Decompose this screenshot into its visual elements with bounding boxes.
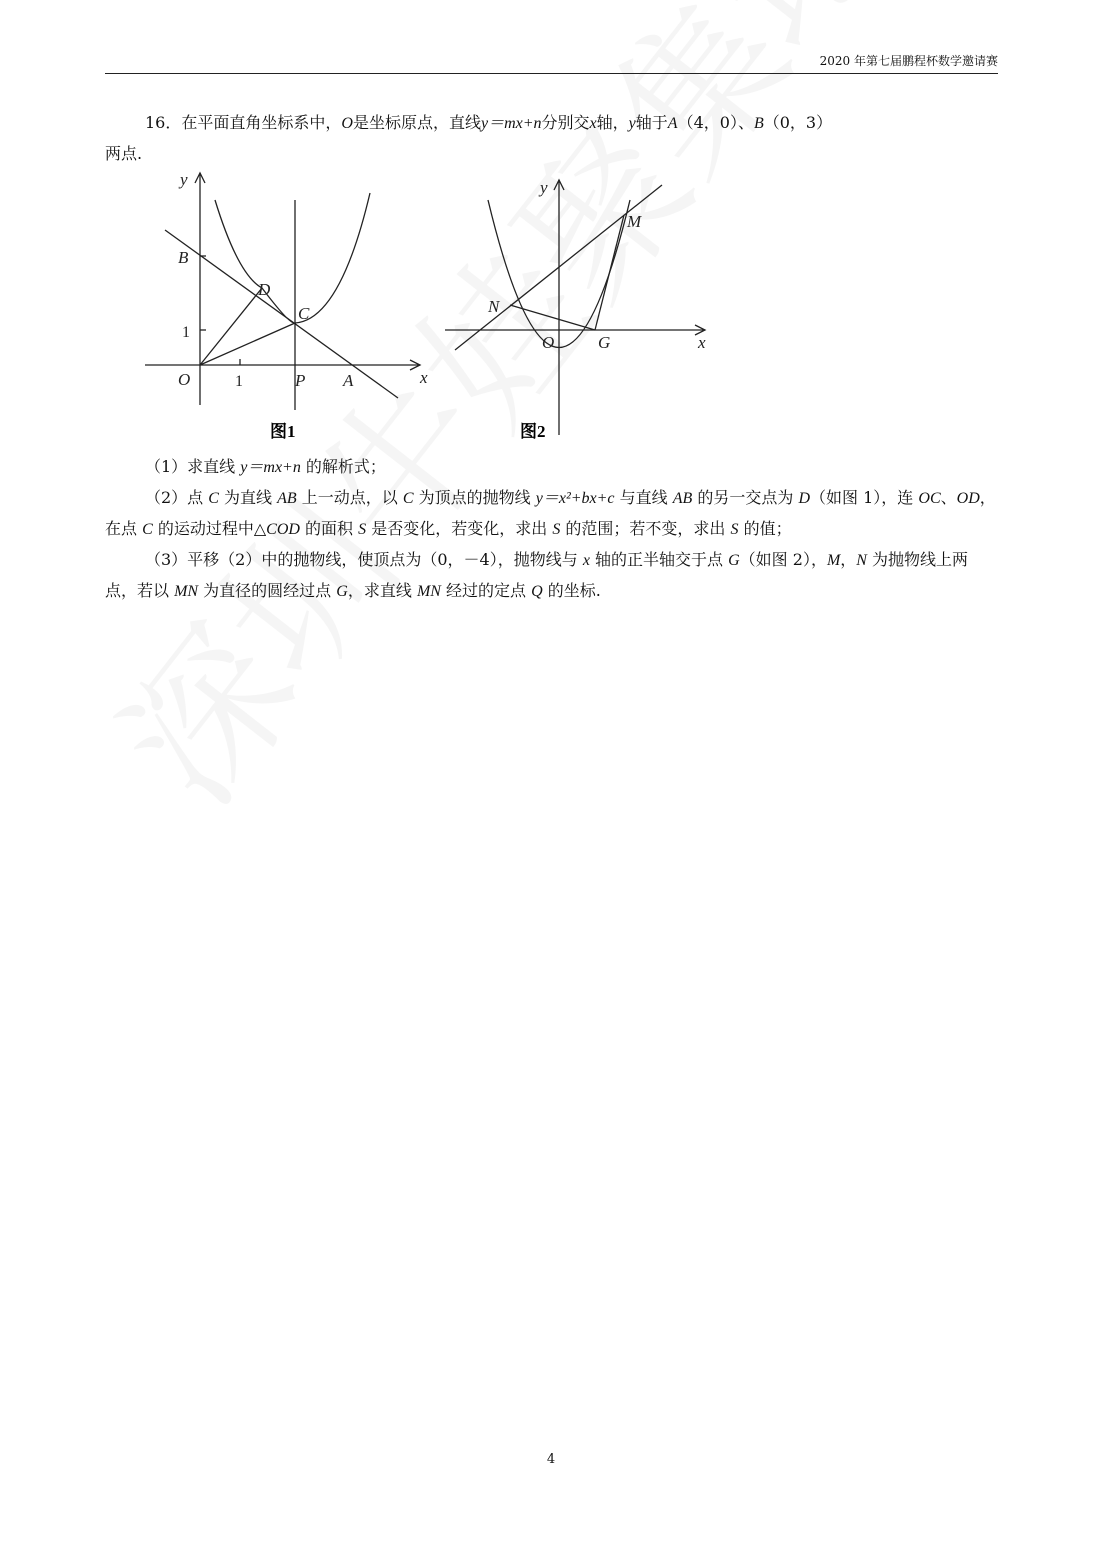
segment-OC bbox=[200, 323, 295, 365]
label-x-2: x bbox=[698, 333, 706, 352]
question-1: （1）求直线 y＝mx+n 的解析式； bbox=[145, 457, 386, 476]
label-M: M bbox=[627, 212, 642, 231]
label-G: G bbox=[598, 333, 611, 352]
figure-2-caption: 图2 bbox=[520, 422, 546, 441]
page-number: 4 bbox=[546, 1452, 556, 1467]
parabola-1 bbox=[215, 193, 370, 323]
problem-statement bbox=[105, 108, 998, 169]
label-B: B bbox=[178, 248, 189, 267]
question-2: （2）点 C 为直线 AB 上一动点，以 C 为顶点的抛物线 y＝x²+bx+c 与直线 AB 的另一交点为 D（如图 1），连 OC、OD，在点 C 的运动过程中△COD 的面积 S 是否变化，若变化，求出 S 的范围；若不变，求出 S 的值； bbox=[105, 488, 996, 538]
figures bbox=[105, 165, 998, 455]
label-A: A bbox=[343, 371, 354, 390]
questions bbox=[105, 452, 998, 607]
question-3: （3）平移（2）中的抛物线，使顶点为（0，－4），抛物线与 x 轴的正半轴交于点 G（如图 2），M，N 为抛物线上两点，若以 MN 为直径的圆经过点 G，求直线 MN 经过的定点 Q 的坐标. bbox=[105, 550, 969, 600]
label-one-y: 1 bbox=[182, 324, 190, 341]
label-O-2: O bbox=[542, 333, 555, 352]
figure-1-caption: 图1 bbox=[270, 422, 296, 441]
label-D: D bbox=[258, 280, 271, 299]
label-y: y bbox=[180, 170, 188, 189]
label-one-x: 1 bbox=[235, 373, 243, 390]
label-P: P bbox=[295, 371, 306, 390]
segment-NG bbox=[510, 305, 595, 330]
label-C: C bbox=[298, 304, 310, 323]
label-N: N bbox=[488, 297, 500, 316]
problem-text: 16．在平面直角坐标系中，O是坐标原点，直线y＝mx+n分别交x轴，y轴于A（4，0）、B（0，3） 两点. bbox=[105, 113, 833, 163]
label-O: O bbox=[178, 370, 191, 389]
label-x: x bbox=[420, 368, 428, 387]
figure-2 bbox=[440, 175, 730, 450]
label-y-2: y bbox=[540, 178, 548, 197]
header-title: 2020 年第七届鹏程杯数学邀请赛 bbox=[819, 54, 998, 68]
segment-OD bbox=[200, 288, 262, 365]
figure-1 bbox=[140, 165, 440, 450]
problem-number: 16． bbox=[145, 113, 182, 132]
segment-GM bbox=[595, 215, 624, 330]
page-header bbox=[105, 52, 998, 74]
line-equation: y＝mx+n bbox=[480, 115, 542, 132]
